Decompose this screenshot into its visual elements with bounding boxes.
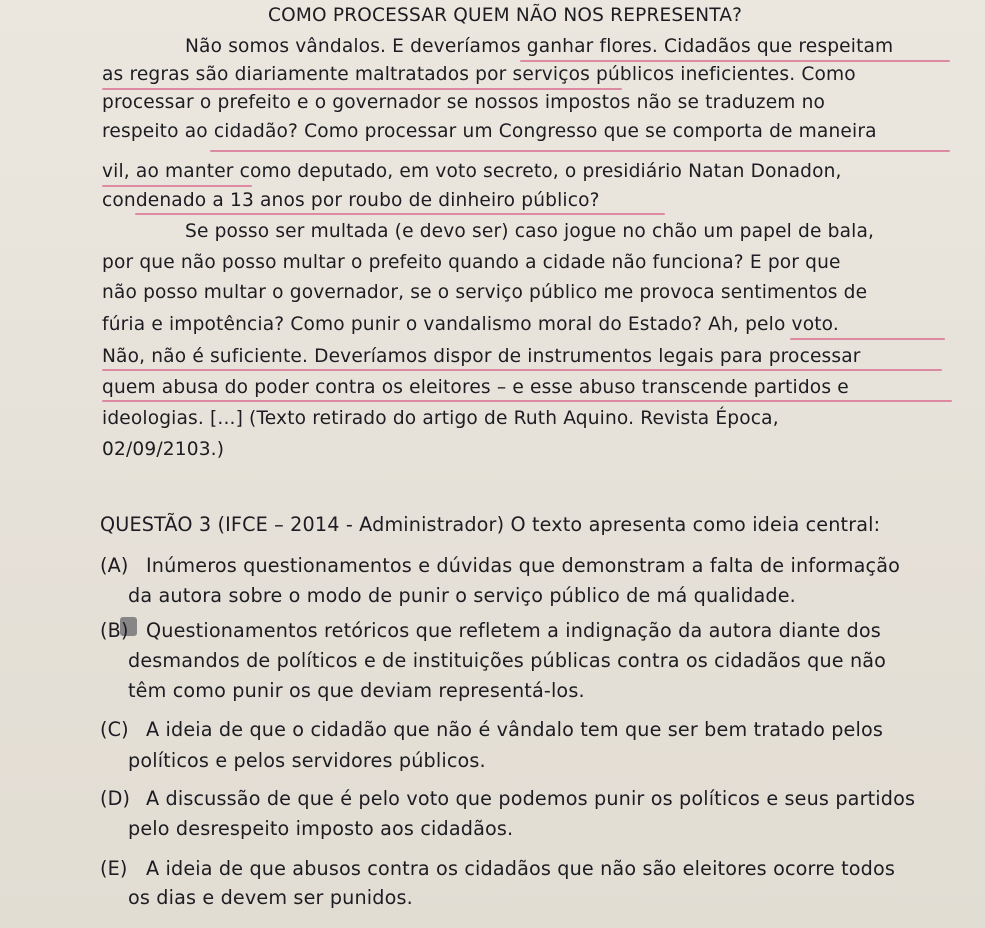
highlight-stroke (520, 60, 950, 62)
paragraph2-line-8: 02/09/2103.) (102, 439, 225, 460)
paragraph2-line-4: fúria e impotência? Como punir o vandalismo moral do Estado? Ah, pelo voto. (102, 314, 839, 335)
paragraph2-line-7: ideologias. [...] (Texto retirado do artigo de Ruth Aquino. Revista Época, (102, 408, 779, 429)
option-d-letter: (D) (100, 787, 131, 810)
option-b-line-3: têm como punir os que deviam representá-los. (128, 679, 585, 702)
option-b-line-2: desmandos de políticos e de instituições públicas contra os cidadãos que não (128, 649, 887, 672)
paragraph1-line-2: as regras são diariamente maltratados por serviços públicos ineficientes. Como (102, 64, 856, 85)
paragraph2-line-1: Se posso ser multada (e devo ser) caso jogue no chão um papel de bala, (185, 221, 875, 242)
paragraph1-line-6: condenado a 13 anos por roubo de dinheiro público? (102, 190, 600, 211)
option-a-letter: (A) (100, 554, 129, 577)
highlight-stroke (135, 213, 665, 215)
paragraph2-line-2: por que não posso multar o prefeito quando a cidade não funciona? E por que (102, 252, 841, 273)
option-b-line-1: Questionamentos retóricos que refletem a indignação da autora diante dos (146, 619, 881, 642)
option-c-line-2: políticos e pelos servidores públicos. (128, 749, 486, 772)
highlight-stroke (790, 338, 945, 340)
option-d-line-2: pelo desrespeito imposto aos cidadãos. (128, 817, 514, 840)
option-e-line-1: A ideia de que abusos contra os cidadãos que não são eleitores ocorre todos (146, 857, 896, 880)
question-stem: QUESTÃO 3 (IFCE – 2014 - Administrador) O texto apresenta como ideia central: (100, 513, 881, 536)
option-c-letter: (C) (100, 718, 129, 741)
option-b-letter: (B) (100, 619, 129, 642)
highlight-stroke (102, 369, 942, 371)
paragraph1-line-1: Não somos vândalos. E deveríamos ganhar flores. Cidadãos que respeitam (185, 36, 894, 57)
paragraph1-line-4: respeito ao cidadão? Como processar um Congresso que se comporta de maneira (102, 121, 877, 142)
highlight-stroke (102, 88, 622, 90)
highlight-stroke (102, 400, 952, 402)
option-e-letter: (E) (100, 857, 128, 880)
option-a-line-2: da autora sobre o modo de punir o serviço público de má qualidade. (128, 584, 796, 607)
paragraph2-line-3: não posso multar o governador, se o serviço público me provoca sentimentos de (102, 282, 868, 303)
option-c-line-1: A ideia de que o cidadão que não é vândalo tem que ser bem tratado pelos (146, 718, 884, 741)
highlight-stroke (210, 150, 950, 152)
option-a-line-1: Inúmeros questionamentos e dúvidas que demonstram a falta de informação (146, 554, 901, 577)
highlight-stroke (102, 185, 252, 187)
article-title: COMO PROCESSAR QUEM NÃO NOS REPRESENTA? (268, 5, 743, 26)
paragraph2-line-5: Não, não é suficiente. Deveríamos dispor de instrumentos legais para processar (102, 346, 861, 367)
option-d-line-1: A discussão de que é pelo voto que podemos punir os políticos e seus partidos (146, 787, 916, 810)
paragraph2-line-6: quem abusa do poder contra os eleitores – e esse abuso transcende partidos e (102, 377, 849, 398)
option-e-line-2: os dias e devem ser punidos. (128, 886, 413, 909)
paragraph1-line-3: processar o prefeito e o governador se nossos impostos não se traduzem no (102, 92, 826, 113)
paragraph1-line-5: vil, ao manter como deputado, em voto secreto, o presidiário Natan Donadon, (102, 161, 842, 182)
